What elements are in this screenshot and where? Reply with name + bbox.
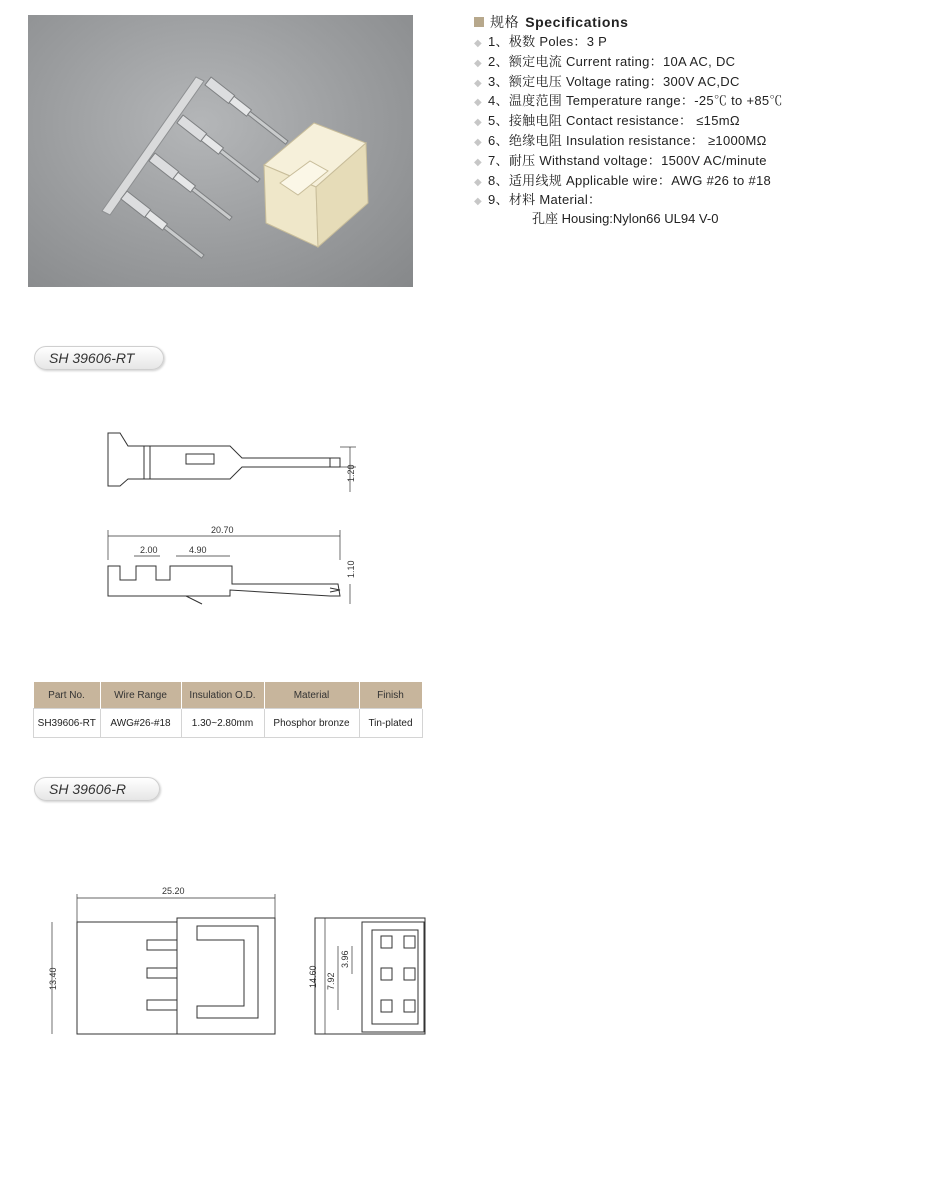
dim-pitch: 3.96 [340,950,350,968]
table-header: Material [264,682,359,709]
dim-a: 2.00 [140,545,158,555]
table-header: Finish [359,682,422,709]
diamond-bullet-icon: ◆ [474,196,482,208]
dim-housing-width: 14.60 [308,965,318,988]
housing-front-view [52,894,275,1034]
table-header: Insulation O.D. [181,682,264,709]
dim-b: 4.90 [189,545,207,555]
spec-item: ◆ 8、适用线规 Applicable wire：AWG #26 to #18 [474,171,914,191]
table-cell: Phosphor bronze [264,709,359,738]
spec-item: ◆ 1、极数 Poles：3 P [474,32,914,52]
diamond-bullet-icon: ◆ [474,57,482,69]
terminal-side-view [108,530,350,604]
dim-pitch2: 7.92 [326,972,336,990]
dim-length: 20.70 [211,525,234,535]
dim-housing-height: 13.40 [48,967,58,990]
table-header: Part No. [34,682,101,709]
table-header: Wire Range [100,682,181,709]
spec-item: ◆ 5、接触电阻 Contact resistance： ≤15mΩ [474,111,914,131]
diamond-bullet-icon: ◆ [474,97,482,109]
spec-item: ◆ 2、额定电流 Current rating：10A AC, DC [474,52,914,72]
diamond-bullet-icon: ◆ [474,156,482,168]
table-cell: SH39606-RT [34,709,101,738]
housing-material: 孔座 Housing:Nylon66 UL94 V-0 [532,211,719,227]
table-cell: 1.30~2.80mm [181,709,264,738]
diamond-bullet-icon: ◆ [474,176,482,188]
spec-item: ◆ 7、耐压 Withstand voltage：1500V AC/minute [474,151,914,171]
spec-item: ◆ 4、温度范围 Temperature range：-25℃ to +85℃ [474,91,914,111]
diamond-bullet-icon: ◆ [474,136,482,148]
spec-item: ◆ 6、绝缘电阻 Insulation resistance： ≥1000MΩ [474,131,914,151]
part-table [33,682,423,738]
diamond-bullet-icon: ◆ [474,117,482,129]
terminal-top-view [108,433,356,492]
table-row [34,709,423,738]
specifications-heading: 规格 Specifications [474,12,914,32]
terminal-label: SH 39606-RT [34,346,164,370]
diamond-bullet-icon: ◆ [474,38,482,49]
housing-label: SH 39606-R [34,777,160,801]
table-cell: Tin-plated [359,709,422,738]
table-header-row [34,682,423,709]
spec-item: ◆ 3、额定电压 Voltage rating：300V AC,DC [474,72,914,92]
dim-c: 1.10 [346,560,356,578]
dim-housing-length: 25.20 [162,886,185,896]
table-cell: AWG#26-#18 [100,709,181,738]
spec-item: ◆ 9、材料 Material： [474,190,914,210]
dim-height: 1.20 [346,464,356,482]
diamond-bullet-icon: ◆ [474,77,482,89]
